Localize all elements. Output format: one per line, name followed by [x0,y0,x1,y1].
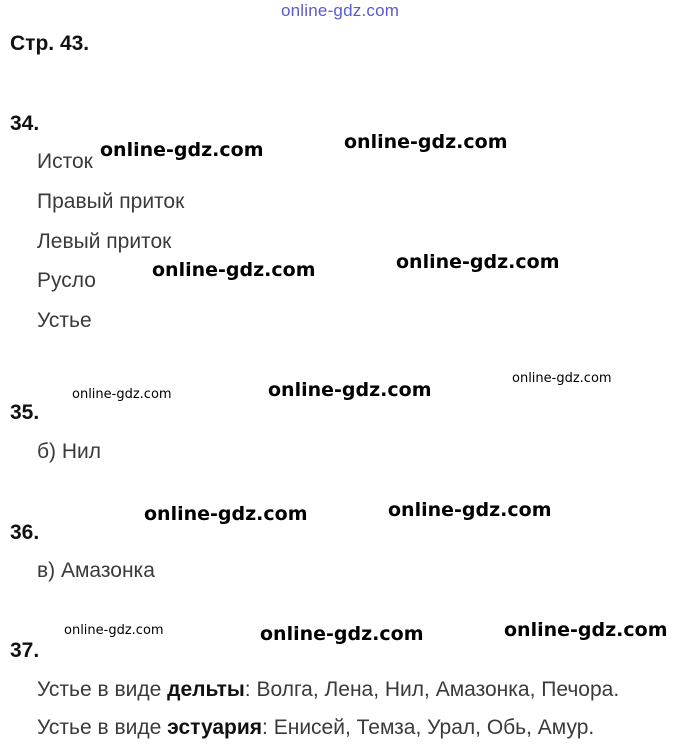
task-34-number: 34. [10,112,40,135]
site-header-link[interactable]: online-gdz.com [281,1,400,20]
watermark: online-gdz.com [100,139,264,161]
task-34-item-source: Исток [37,150,93,173]
task-34-item-right-tributary: Правый приток [37,190,185,213]
task-35-answer: б) Нил [37,440,102,463]
task-37-number: 37. [10,639,40,662]
watermark: online-gdz.com [268,379,432,401]
watermark: online-gdz.com [260,623,424,645]
watermark: online-gdz.com [144,503,308,525]
delta-prefix: Устье в виде [37,678,168,701]
watermark: online-gdz.com [396,251,560,273]
task-36-answer: в) Амазонка [37,559,155,582]
watermark: online-gdz.com [388,499,552,521]
task-35-number: 35. [10,401,40,424]
estuary-term: эстуария [167,716,263,739]
watermark: online-gdz.com [504,619,668,641]
task-34-item-left-tributary: Левый приток [37,230,172,253]
delta-term: дельты [167,678,245,701]
task-34-item-mouth: Устье [37,309,92,332]
task-36-number: 36. [10,521,40,544]
task-37-estuary-line [37,716,594,740]
estuary-rivers: : Енисей, Темза, Урал, Обь, Амур. [262,716,595,739]
estuary-prefix: Устье в виде [37,716,168,739]
watermark: online-gdz.com [152,259,316,281]
watermark: online-gdz.com [344,131,508,153]
watermark: online-gdz.com [512,371,612,386]
delta-rivers: : Волга, Лена, Нил, Амазонка, Печора. [244,678,620,701]
watermark: online-gdz.com [72,387,172,402]
task-34-item-riverbed: Русло [37,269,96,292]
watermark: online-gdz.com [64,623,164,638]
page-title: Стр. 43. [10,32,90,55]
task-37-delta-line [37,678,619,702]
